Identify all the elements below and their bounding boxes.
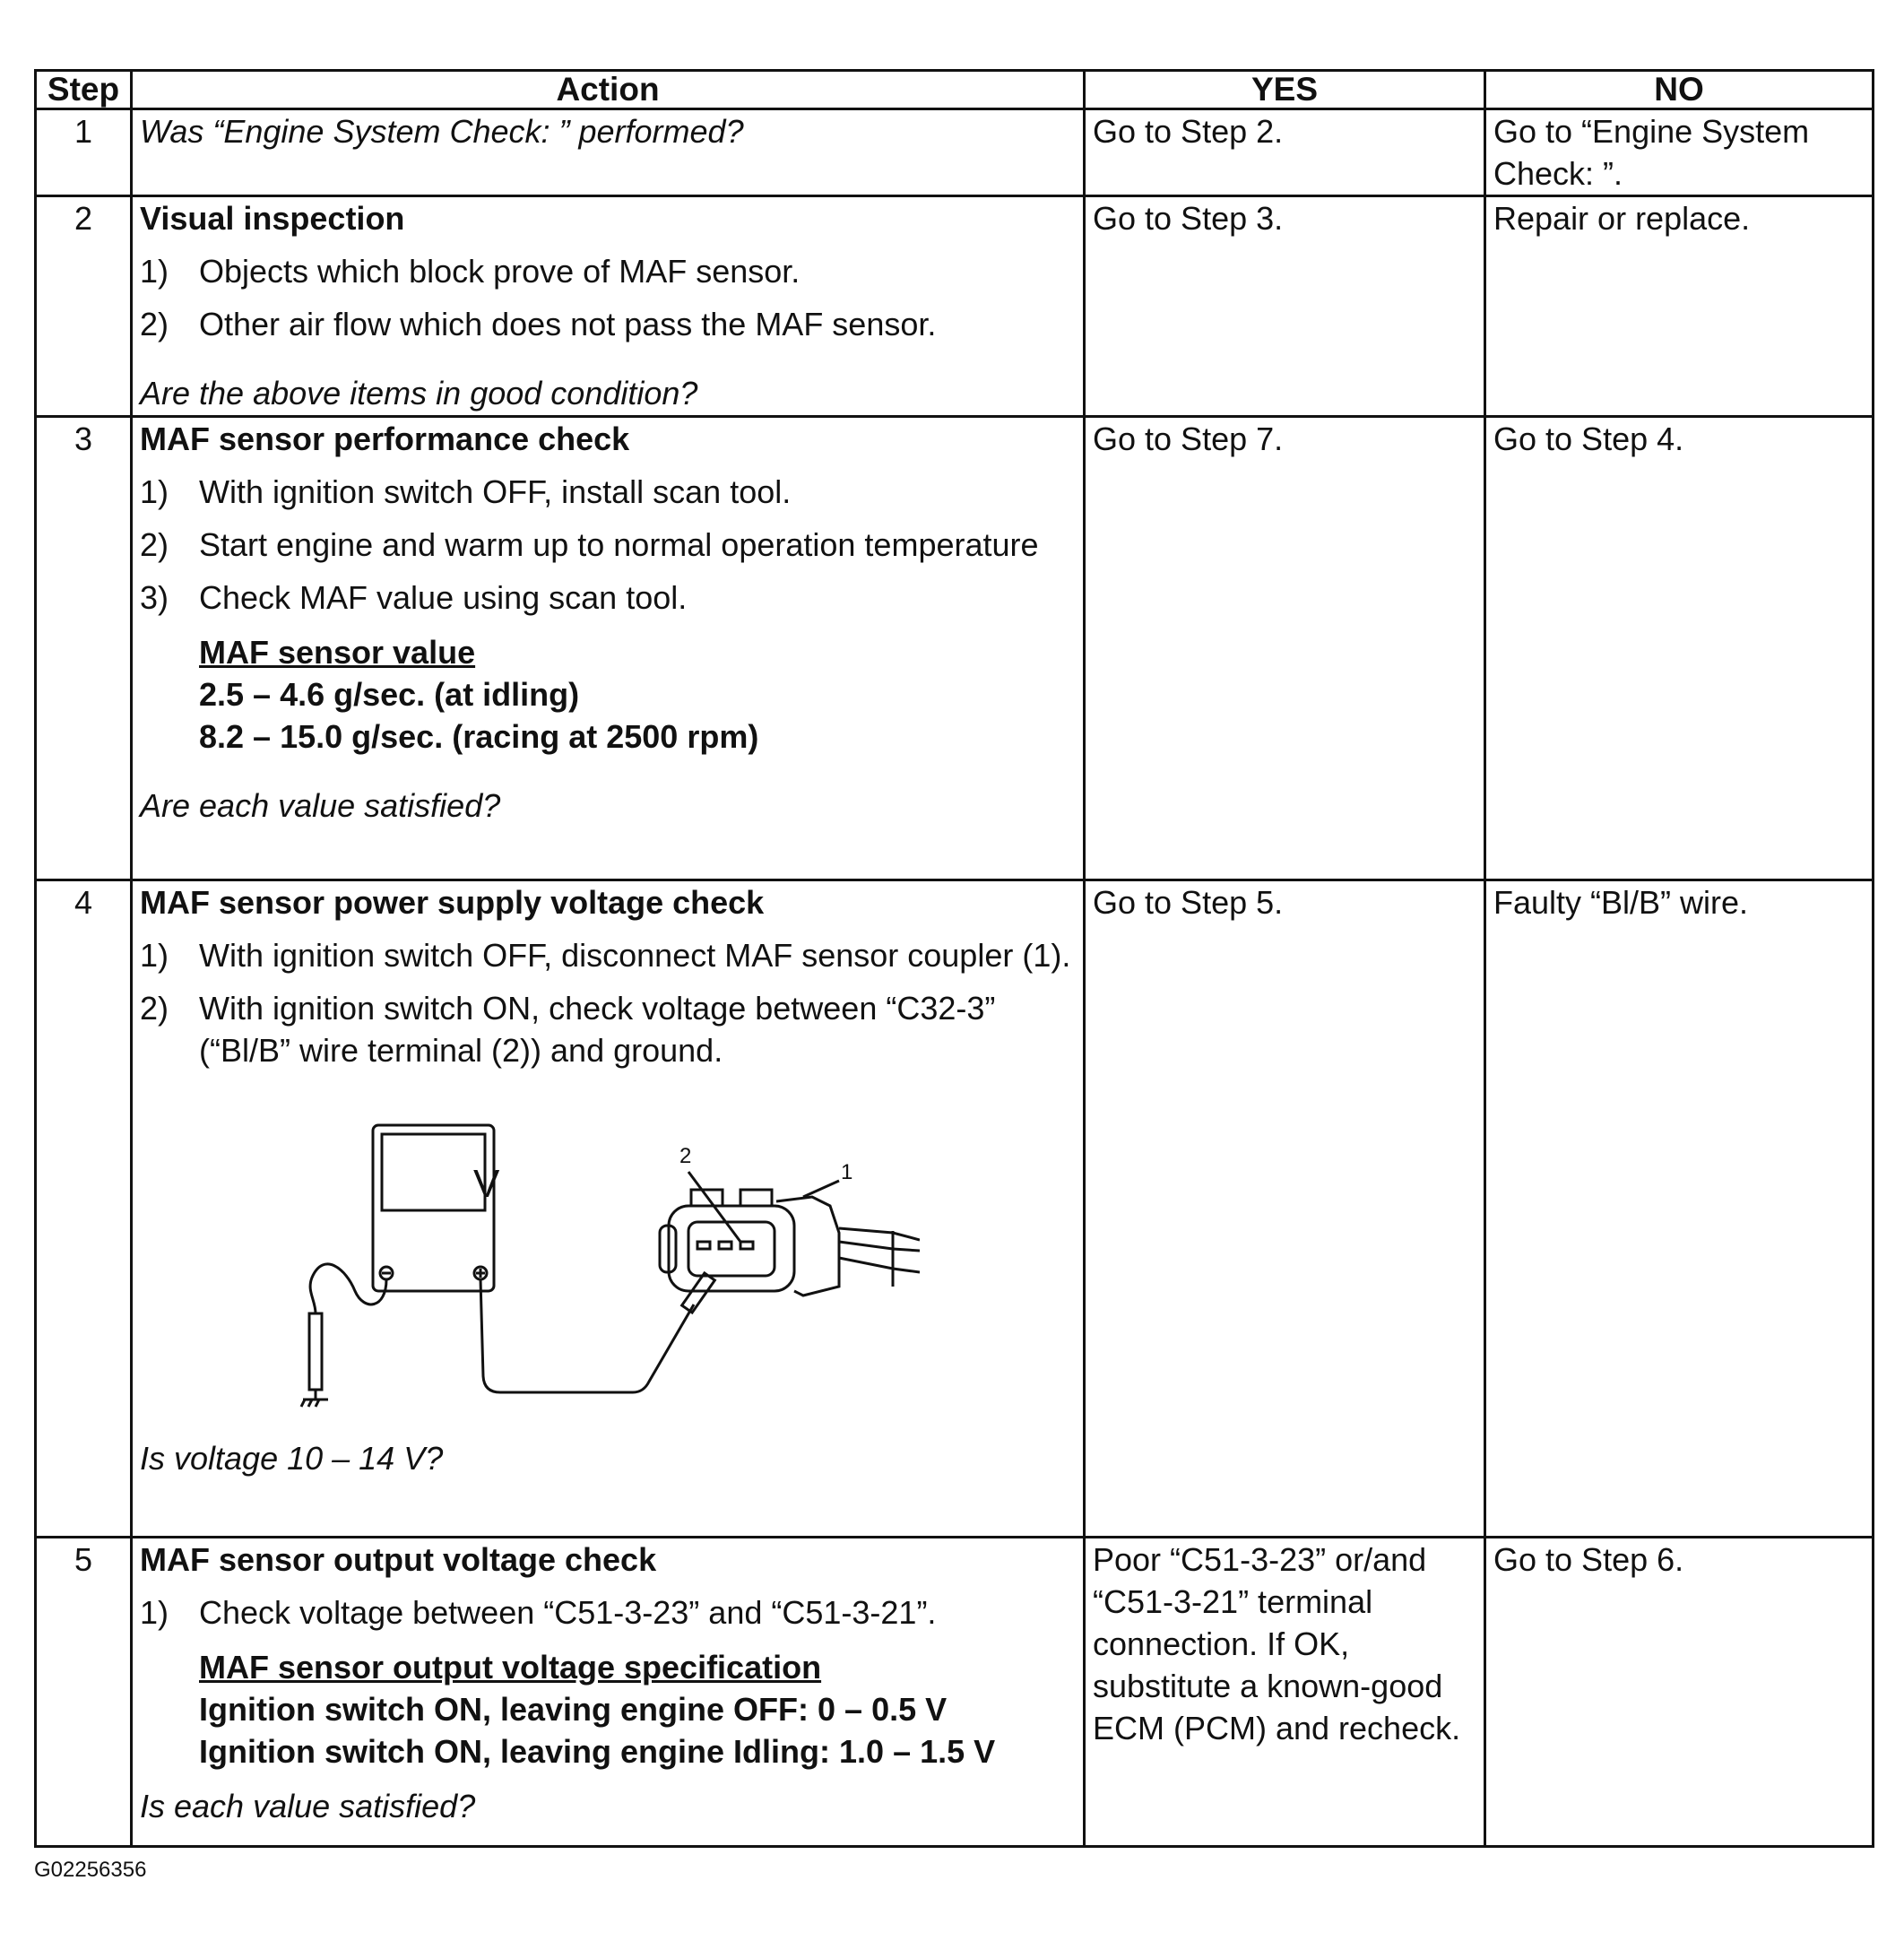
no-cell: Go to Step 4. xyxy=(1485,417,1874,880)
item-number: 1) xyxy=(140,937,169,974)
action-cell xyxy=(132,109,1085,196)
table-row-step-4 xyxy=(36,880,1874,1538)
item-text: With ignition switch OFF, disconnect MAF sensor coupler (1). xyxy=(199,937,1071,974)
spec-line: Ignition switch ON, leaving engine OFF: 0 – 0.5 V xyxy=(199,1691,948,1728)
list-item xyxy=(140,303,1077,345)
step-title: MAF sensor power supply voltage check xyxy=(140,884,765,921)
troubleshooting-table xyxy=(34,69,1874,1848)
positive-probe xyxy=(682,1273,715,1313)
item-text: Objects which block prove of MAF sensor. xyxy=(199,253,801,290)
question-text: Are each value satisfied? xyxy=(140,787,501,824)
item-text: Check voltage between “C51-3-23” and “C51-3-21”. xyxy=(199,1594,937,1631)
header-step: Step xyxy=(36,71,132,109)
wire-harness xyxy=(776,1197,839,1296)
item-text: With ignition switch OFF, install scan tool. xyxy=(199,473,792,510)
voltmeter-body xyxy=(373,1125,494,1291)
figure-code: G02256356 xyxy=(34,1858,147,1882)
voltmeter-display xyxy=(382,1134,485,1210)
step-number: 4 xyxy=(36,880,132,1538)
step-number: 5 xyxy=(36,1538,132,1847)
callout-1-label: 1 xyxy=(841,1160,853,1184)
list-item xyxy=(140,576,1077,619)
action-cell xyxy=(132,196,1085,417)
question-text: Are the above items in good condition? xyxy=(140,375,698,412)
item-number: 3) xyxy=(140,579,169,616)
spec-line: Ignition switch ON, leaving engine Idling: 1.0 – 1.5 V xyxy=(199,1733,996,1770)
yes-cell: Go to Step 5. xyxy=(1085,880,1485,1538)
no-cell: Faulty “Bl/B” wire. xyxy=(1485,880,1874,1538)
callout-2-label: 2 xyxy=(679,1144,692,1168)
item-number: 2) xyxy=(140,526,169,563)
item-number: 1) xyxy=(140,1594,169,1631)
question-text: Is voltage 10 – 14 V? xyxy=(140,1440,444,1477)
question-text: Was “Engine System Check: ” performed? xyxy=(140,113,744,150)
list-item xyxy=(140,987,1077,1071)
no-cell: Repair or replace. xyxy=(1485,196,1874,417)
yes-cell: Go to Step 7. xyxy=(1085,417,1485,880)
item-number: 2) xyxy=(140,990,169,1027)
no-cell: Go to “Engine System Check: ”. xyxy=(1485,109,1874,196)
item-number: 1) xyxy=(140,473,169,510)
meter-label: V xyxy=(473,1162,500,1206)
action-cell xyxy=(132,417,1085,880)
item-text: With ignition switch ON, check voltage between “C32-3” (“Bl/B” wire terminal (2)) and ground. xyxy=(199,990,996,1069)
yes-cell: Go to Step 2. xyxy=(1085,109,1485,196)
spec-heading: MAF sensor value xyxy=(199,634,476,671)
positive-lead xyxy=(480,1279,694,1392)
yes-cell: Poor “C51-3-23” or/and “C51-3-21” terminal connection. If OK, substitute a known-good ECM (PCM) and recheck. xyxy=(1085,1538,1485,1847)
header-action: Action xyxy=(132,71,1085,109)
yes-cell: Go to Step 3. xyxy=(1085,196,1485,417)
spec-heading: MAF sensor output voltage specification xyxy=(199,1649,822,1686)
ground-probe xyxy=(309,1313,322,1390)
step-number: 3 xyxy=(36,417,132,880)
list-item xyxy=(140,934,1077,976)
troubleshooting-table-container xyxy=(34,69,1872,1848)
spec-block xyxy=(199,1646,1077,1772)
action-cell xyxy=(132,1538,1085,1847)
callout-1-leader xyxy=(803,1181,839,1197)
step-title: MAF sensor performance check xyxy=(140,420,630,457)
header-yes: YES xyxy=(1085,71,1485,109)
item-text: Check MAF value using scan tool. xyxy=(199,579,688,616)
step-title: Visual inspection xyxy=(140,200,405,237)
list-item xyxy=(140,1591,1077,1634)
item-number: 1) xyxy=(140,253,169,290)
spec-block xyxy=(199,631,1077,758)
action-cell xyxy=(132,880,1085,1538)
table-row-step-5 xyxy=(36,1538,1874,1847)
step-title: MAF sensor output voltage check xyxy=(140,1541,657,1578)
table-row-step-2 xyxy=(36,196,1874,417)
item-text: Start engine and warm up to normal operation temperature xyxy=(199,526,1039,563)
list-item xyxy=(140,250,1077,292)
item-text: Other air flow which does not pass the MAF sensor. xyxy=(199,306,937,342)
step-number: 1 xyxy=(36,109,132,196)
list-item xyxy=(140,471,1077,513)
spec-line: 8.2 – 15.0 g/sec. (racing at 2500 rpm) xyxy=(199,718,759,755)
table-row-step-1 xyxy=(36,109,1874,196)
header-no: NO xyxy=(1485,71,1874,109)
table-row-step-3 xyxy=(36,417,1874,880)
voltmeter-diagram xyxy=(274,1107,920,1412)
question-text: Is each value satisfied? xyxy=(140,1788,476,1824)
step-number: 2 xyxy=(36,196,132,417)
spec-line: 2.5 – 4.6 g/sec. (at idling) xyxy=(199,676,580,713)
table-header-row xyxy=(36,71,1874,109)
no-cell: Go to Step 6. xyxy=(1485,1538,1874,1847)
item-number: 2) xyxy=(140,306,169,342)
list-item xyxy=(140,524,1077,566)
